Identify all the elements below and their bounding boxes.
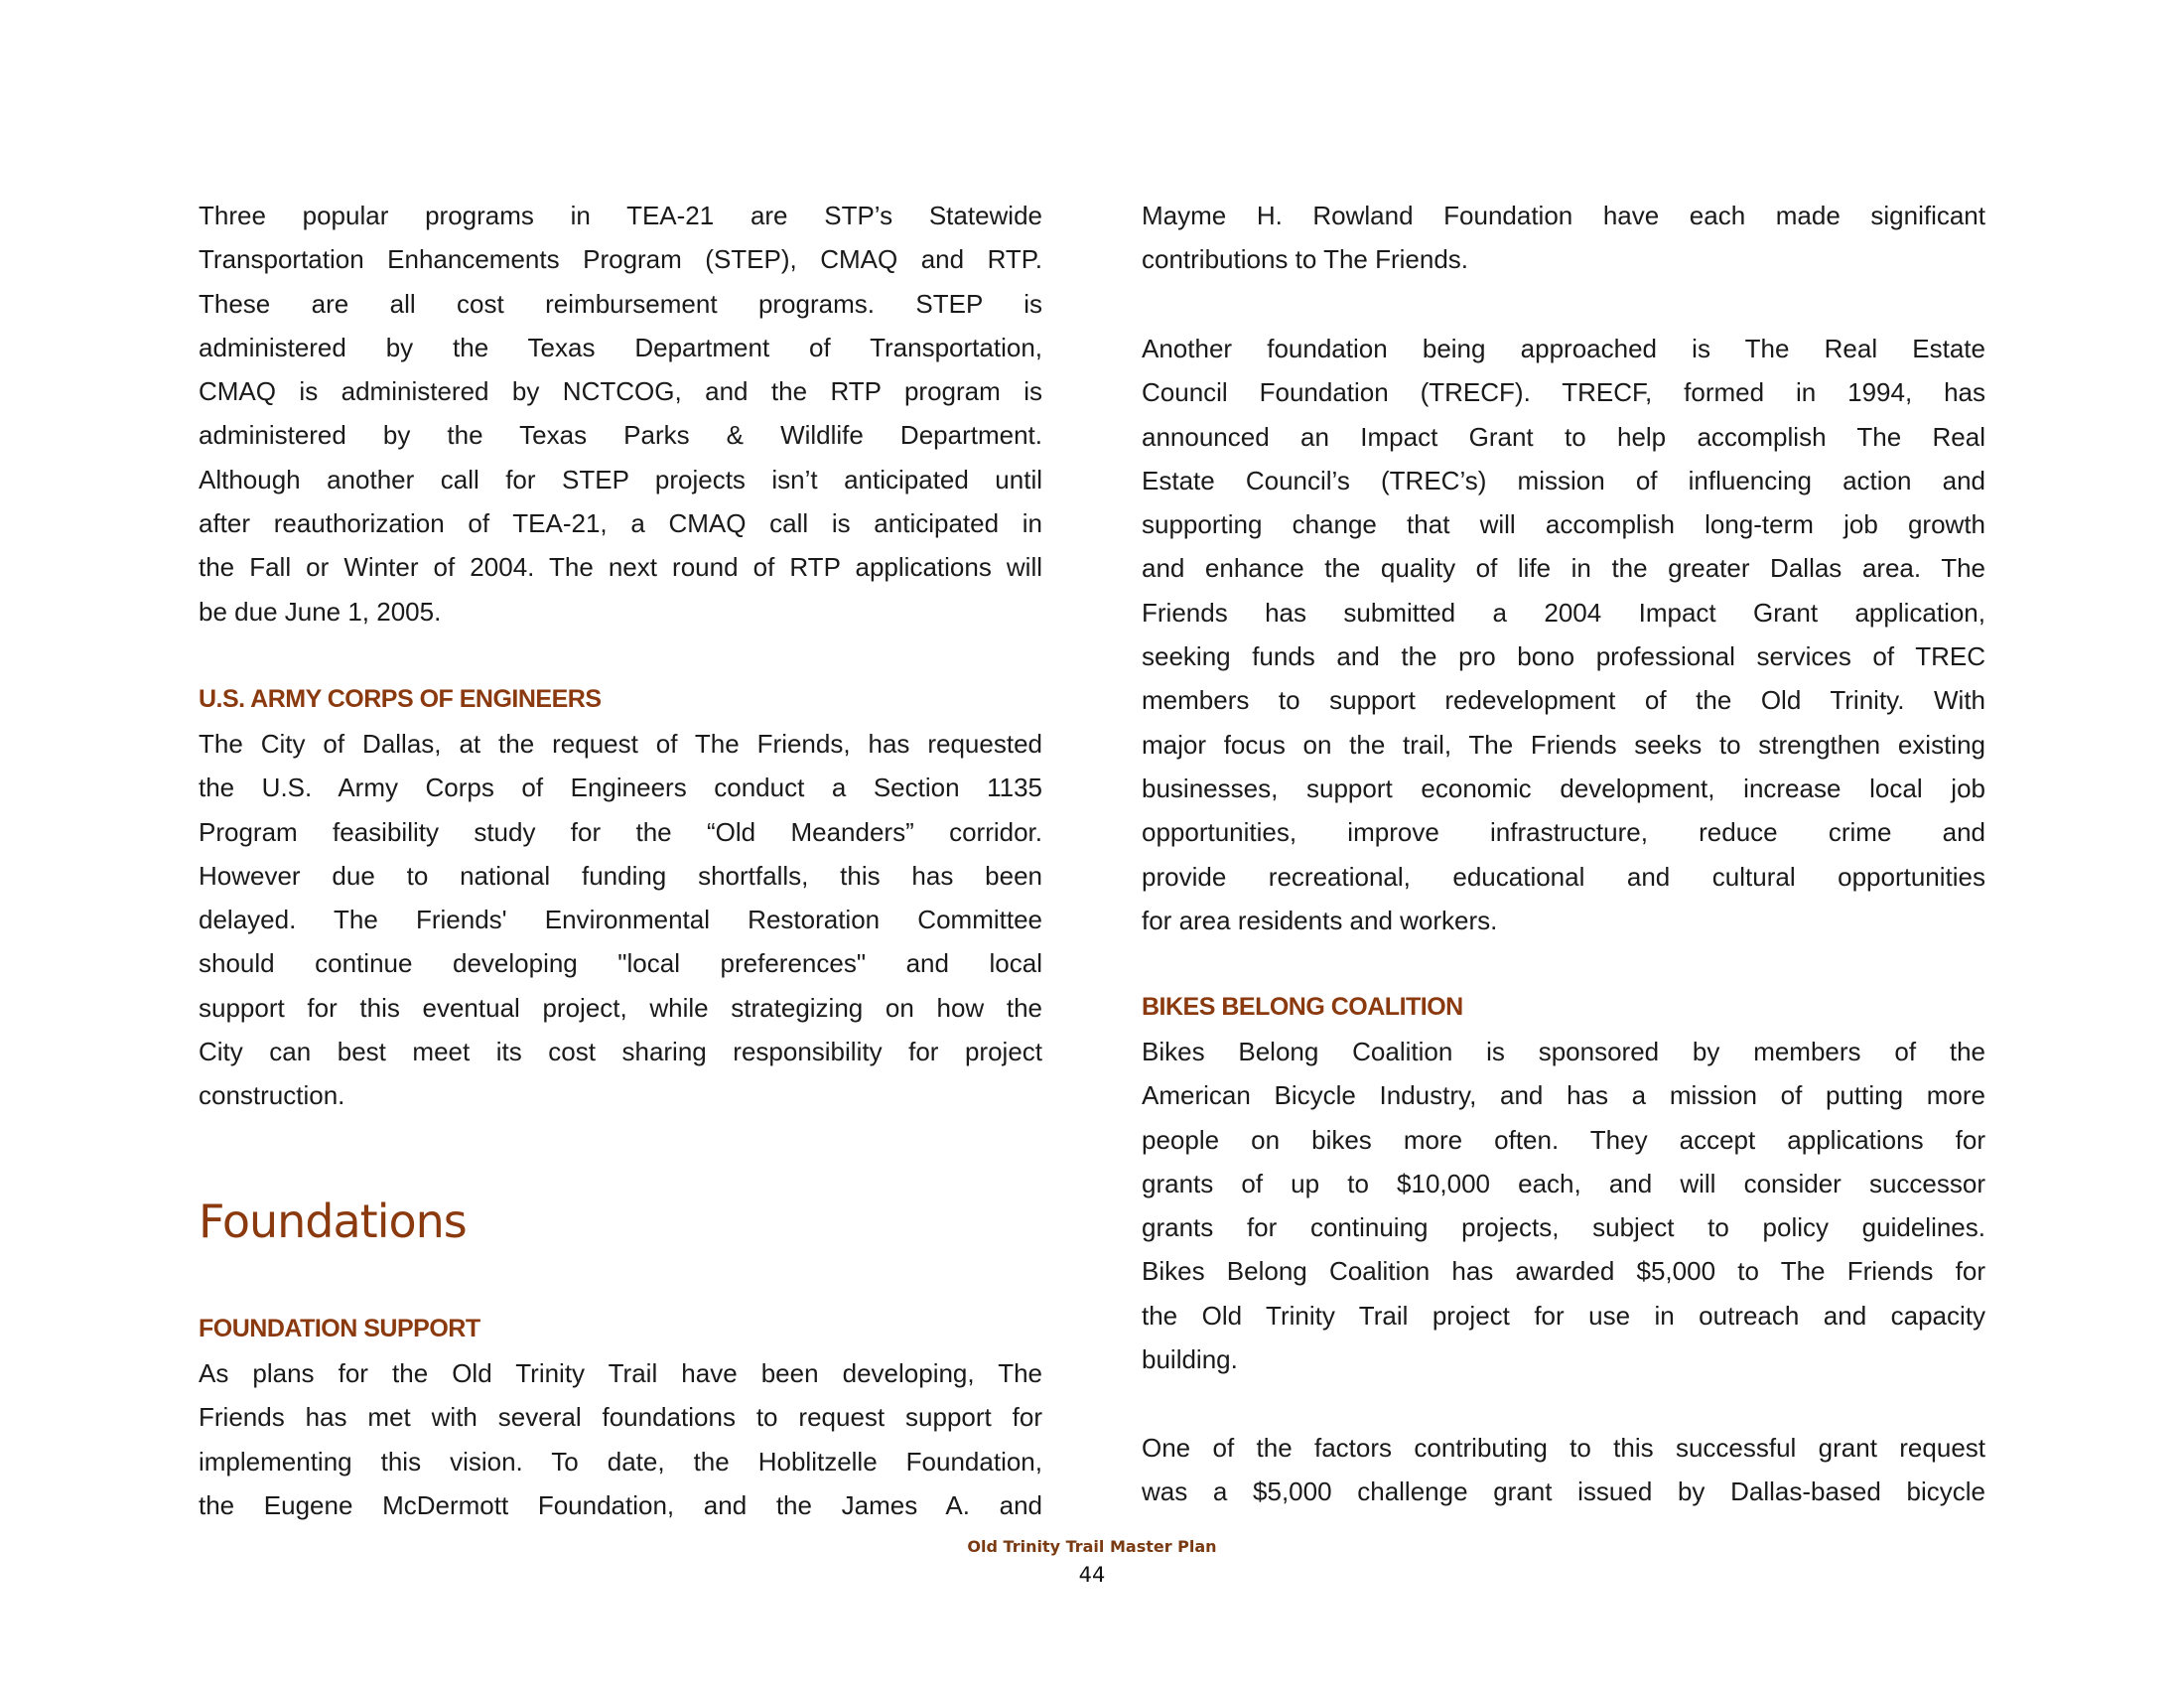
text-line: the Eugene McDermott Foundation, and the James A. and: [199, 1489, 1042, 1520]
text-line: was a $5,000 challenge grant issued by Dallas-based bicycle: [1142, 1477, 1985, 1507]
heading-bikes-belong: BIKES BELONG COALITION: [1142, 993, 1463, 1021]
text-line: Mayme H. Rowland Foundation have each made significant: [1142, 201, 1985, 230]
text-line: support for this eventual project, while strategizing on how the: [199, 992, 1042, 1023]
text-line: the U.S. Army Corps of Engineers conduct a Section 1135: [199, 773, 1042, 803]
right-paragraph-trecf: [1142, 327, 1985, 942]
page-number: 44: [1078, 1563, 1106, 1587]
text-line: construction.: [199, 1080, 345, 1111]
text-line: Estate Council’s (TREC’s) mission of influencing action and: [1142, 465, 1985, 495]
footer-document-title: Old Trinity Trail Master Plan: [967, 1537, 1217, 1556]
text-line: major focus on the trail, The Friends seeks to strengthen existing: [1142, 729, 1985, 760]
heading-army-corps: U.S. ARMY CORPS OF ENGINEERS: [199, 685, 602, 713]
text-line: grants of up to $10,000 each, and will consider successor: [1142, 1168, 1985, 1198]
text-line: CMAQ is administered by NCTCOG, and the RTP program is: [199, 376, 1042, 407]
text-line: seeking funds and the pro bono professional services of TREC: [1142, 641, 1985, 672]
text-line: members to support redevelopment of the Old Trinity. With: [1142, 685, 1985, 716]
text-line: American Bicycle Industry, and has a mission of putting more: [1142, 1080, 1985, 1111]
text-line: Three popular programs in TEA-21 are STP’s Statewide: [199, 201, 1042, 230]
section-title-foundations: Foundations: [199, 1195, 467, 1248]
text-line: As plans for the Old Trinity Trail have been developing, The: [199, 1358, 1042, 1388]
text-line: and enhance the quality of life in the greater Dallas area. The: [1142, 553, 1985, 584]
text-line: administered by the Texas Parks & Wildlife Department.: [199, 420, 1042, 451]
left-paragraph-army-corps: [199, 722, 1042, 1118]
text-line: Bikes Belong Coalition has awarded $5,000 to The Friends for: [1142, 1256, 1985, 1287]
text-line: contributions to The Friends.: [1142, 244, 1469, 275]
left-paragraph-foundation-support: [199, 1351, 1042, 1527]
text-line: implementing this vision. To date, the Hoblitzelle Foundation,: [199, 1446, 1042, 1477]
text-line: administered by the Texas Department of Transportation,: [199, 332, 1042, 362]
text-line: businesses, support economic development, increase local job: [1142, 773, 1985, 803]
text-line: Friends has submitted a 2004 Impact Grant application,: [1142, 597, 1985, 628]
text-line: These are all cost reimbursement programs. STEP is: [199, 288, 1042, 319]
text-line: grants for continuing projects, subject to policy guidelines.: [1142, 1212, 1985, 1243]
right-paragraph-bikes-belong: [1142, 1030, 1985, 1381]
text-line: delayed. The Friends' Environmental Restoration Committee: [199, 905, 1042, 935]
text-line: for area residents and workers.: [1142, 905, 1498, 935]
left-paragraph-tea21: [199, 194, 1042, 633]
heading-foundation-support: FOUNDATION SUPPORT: [199, 1315, 480, 1342]
right-paragraph-rowland: [1142, 194, 1985, 282]
text-line: Council Foundation (TRECF). TRECF, formed in 1994, has: [1142, 377, 1985, 408]
text-line: should continue developing "local preferences" and local: [199, 948, 1042, 979]
text-line: Friends has met with several foundations to request support for: [199, 1402, 1042, 1433]
text-line: the Old Trinity Trail project for use in outreach and capacity: [1142, 1300, 1985, 1331]
text-line: supporting change that will accomplish long-term job growth: [1142, 509, 1985, 540]
text-line: provide recreational, educational and cultural opportunities: [1142, 861, 1985, 892]
text-line: Bikes Belong Coalition is sponsored by members of the: [1142, 1037, 1985, 1066]
text-line: building.: [1142, 1344, 1238, 1375]
text-line: Another foundation being approached is The Real Estate: [1142, 334, 1985, 363]
text-line: after reauthorization of TEA-21, a CMAQ call is anticipated in: [199, 508, 1042, 539]
text-line: opportunities, improve infrastructure, reduce crime and: [1142, 817, 1985, 848]
text-line: One of the factors contributing to this successful grant request: [1142, 1433, 1985, 1463]
text-line: The City of Dallas, at the request of The Friends, has requested: [199, 729, 1042, 759]
text-line: be due June 1, 2005.: [199, 596, 442, 627]
text-line: Transportation Enhancements Program (STEP), CMAQ and RTP.: [199, 244, 1042, 275]
text-line: City can best meet its cost sharing responsibility for project: [199, 1037, 1042, 1067]
text-line: announced an Impact Grant to help accomplish The Real: [1142, 421, 1985, 452]
right-paragraph-challenge-grant: [1142, 1426, 1985, 1514]
text-line: Although another call for STEP projects isn’t anticipated until: [199, 464, 1042, 494]
text-line: Program feasibility study for the “Old Meanders” corridor.: [199, 816, 1042, 847]
text-line: the Fall or Winter of 2004. The next round of RTP applications will: [199, 552, 1042, 583]
text-line: However due to national funding shortfalls, this has been: [199, 860, 1042, 891]
text-line: people on bikes more often. They accept applications for: [1142, 1124, 1985, 1155]
